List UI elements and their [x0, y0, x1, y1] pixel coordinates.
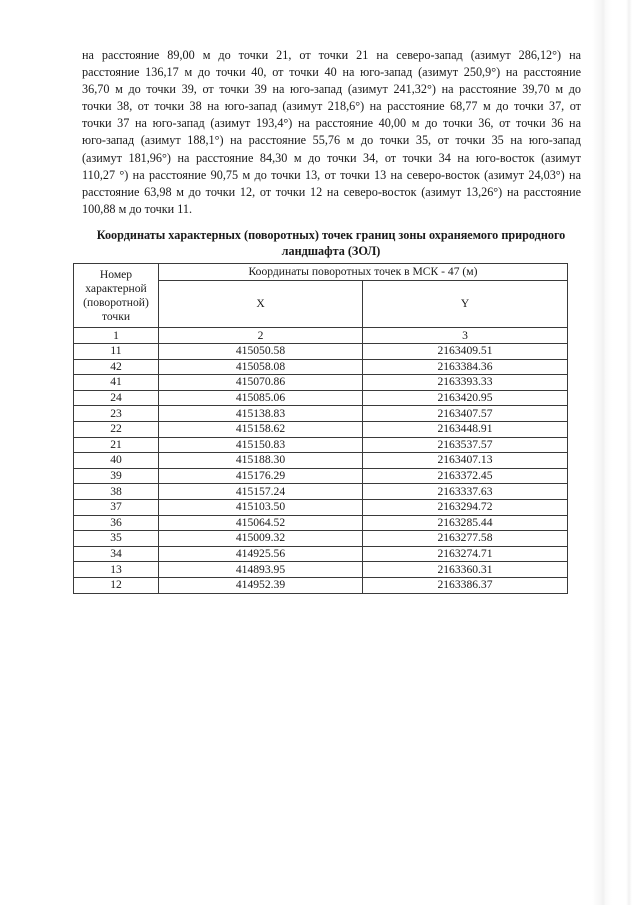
- boundary-description-paragraph: [82, 47, 581, 218]
- cell-y: 2163384.36: [363, 359, 568, 375]
- column-number: 3: [363, 328, 568, 344]
- cell-x: 415103.50: [159, 499, 363, 515]
- cell-y: 2163294.72: [363, 499, 568, 515]
- cell-y: 2163274.71: [363, 546, 568, 562]
- cell-y: 2163386.37: [363, 577, 568, 593]
- table-row: [74, 390, 568, 406]
- cell-point: 41: [74, 375, 159, 391]
- header-x: X: [159, 281, 363, 328]
- cell-point: 39: [74, 468, 159, 484]
- table-row: [74, 453, 568, 469]
- table-row: [74, 344, 568, 360]
- cell-point: 38: [74, 484, 159, 500]
- cell-point: 42: [74, 359, 159, 375]
- cell-y: 2163393.33: [363, 375, 568, 391]
- paragraph-line: юго-запад (азимут 188,1°) на расстояние 55,76 м до точки 35, от точки 35 на юго-запад: [82, 133, 581, 148]
- cell-point: 11: [74, 344, 159, 360]
- cell-x: 415138.83: [159, 406, 363, 422]
- cell-point: 34: [74, 546, 159, 562]
- cell-y: 2163360.31: [363, 562, 568, 578]
- cell-x: 414952.39: [159, 577, 363, 593]
- cell-point: 37: [74, 499, 159, 515]
- cell-y: 2163448.91: [363, 421, 568, 437]
- table-row: [74, 375, 568, 391]
- table-row: [74, 406, 568, 422]
- paragraph-line: расстояние 63,98 м до точки 12, от точки 12 на северо-восток (азимут 13,26°) на расстояние: [82, 184, 581, 199]
- table-row: [74, 546, 568, 562]
- cell-x: 414893.95: [159, 562, 363, 578]
- cell-point: 22: [74, 421, 159, 437]
- cell-x: 414925.56: [159, 546, 363, 562]
- cell-y: 2163537.57: [363, 437, 568, 453]
- table-row: [74, 484, 568, 500]
- header-point-number: Номер характерной (поворотной) точки: [74, 264, 159, 328]
- cell-point: 35: [74, 531, 159, 547]
- cell-x: 415058.08: [159, 359, 363, 375]
- header-coordinates: Координаты поворотных точек в МСК - 47 (м): [159, 264, 568, 281]
- paragraph-line: расстояние 136,17 м до точки 40, от точки 40 на юго-запад (азимут 250,9°) на расстояние: [82, 65, 581, 80]
- paragraph-line: на расстояние 89,00 м до точки 21, от точки 21 на северо-запад (азимут 286,12°) на: [82, 48, 581, 62]
- paragraph-line: точки 37 на юго-запад (азимут 193,4°) на расстояние 40,00 м до точки 36, от точки 36 на: [82, 116, 581, 131]
- cell-point: 21: [74, 437, 159, 453]
- cell-y: 2163409.51: [363, 344, 568, 360]
- cell-point: 13: [74, 562, 159, 578]
- cell-y: 2163372.45: [363, 468, 568, 484]
- table-row: [74, 562, 568, 578]
- cell-x: 415150.83: [159, 437, 363, 453]
- cell-y: 2163337.63: [363, 484, 568, 500]
- scan-shadow: [592, 0, 612, 905]
- cell-point: 40: [74, 453, 159, 469]
- table-row: [74, 468, 568, 484]
- cell-x: 415085.06: [159, 390, 363, 406]
- coordinates-table: [73, 263, 568, 594]
- cell-y: 2163285.44: [363, 515, 568, 531]
- table-body: [74, 344, 568, 594]
- table-row: [74, 421, 568, 437]
- column-number: 1: [74, 328, 159, 344]
- column-number: 2: [159, 328, 363, 344]
- cell-x: 415158.62: [159, 421, 363, 437]
- header-y: Y: [363, 281, 568, 328]
- cell-x: 415157.24: [159, 484, 363, 500]
- cell-x: 415176.29: [159, 468, 363, 484]
- table-row: [74, 577, 568, 593]
- cell-point: 12: [74, 577, 159, 593]
- table-row: [74, 515, 568, 531]
- cell-point: 24: [74, 390, 159, 406]
- table-row: [74, 437, 568, 453]
- table-title-line: Координаты характерных (поворотных) точек границ зоны охраняемого природного: [96, 228, 566, 242]
- table-row: [74, 499, 568, 515]
- cell-x: 415009.32: [159, 531, 363, 547]
- table-title-line: ландшафта (ЗОЛ): [281, 243, 381, 258]
- cell-x: 415064.52: [159, 515, 363, 531]
- cell-y: 2163277.58: [363, 531, 568, 547]
- cell-x: 415188.30: [159, 453, 363, 469]
- table-row: [74, 531, 568, 547]
- paragraph-line: 36,70 м до точки 39, от точки 39 на юго-запад (азимут 241,32°) на расстояние 39,70 м до: [82, 82, 581, 97]
- cell-y: 2163420.95: [363, 390, 568, 406]
- paragraph-line: 110,27 °) на расстояние 90,75 м до точки 13, от точки 13 на северо-восток (азимут 24,03°) на: [82, 167, 581, 182]
- cell-x: 415070.86: [159, 375, 363, 391]
- cell-y: 2163407.57: [363, 406, 568, 422]
- table-row: [74, 359, 568, 375]
- cell-point: 23: [74, 406, 159, 422]
- scan-shadow-edge: [626, 0, 632, 905]
- paragraph-line: точки 38, от точки 38 на юго-запад (азимут 218,6°) на расстояние 68,77 м до точки 37, от: [82, 99, 581, 114]
- cell-x: 415050.58: [159, 344, 363, 360]
- paragraph-line: (азимут 181,96°) на расстояние 84,30 м до точки 34, от точки 34 на юго-восток (азимут: [82, 150, 581, 165]
- cell-point: 36: [74, 515, 159, 531]
- cell-y: 2163407.13: [363, 453, 568, 469]
- paragraph-line: 100,88 м до точки 11.: [82, 201, 193, 216]
- table-title: [60, 228, 602, 259]
